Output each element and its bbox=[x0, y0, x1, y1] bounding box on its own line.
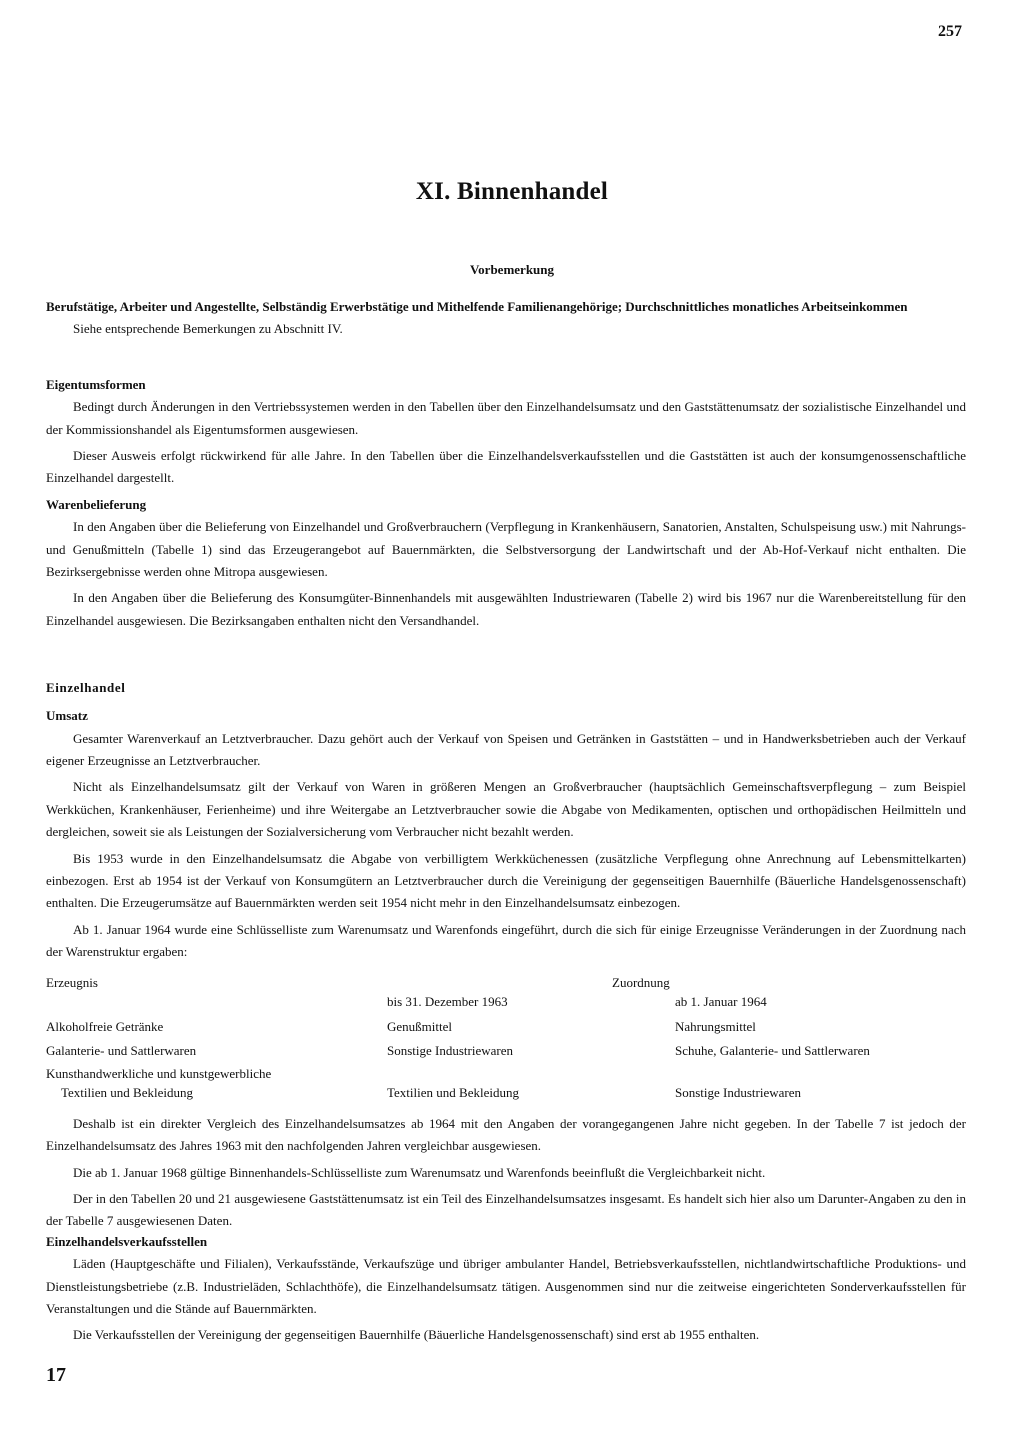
table-header-bis: bis 31. Dezember 1963 bbox=[387, 994, 508, 1009]
paragraph: Die Verkaufsstellen der Vereinigung der gegenseitigen Bauernhilfe (Bäuerliche Handelsgenossenschaft) sind erst ab 1955 enthalten. bbox=[73, 1327, 760, 1343]
section-after-table bbox=[46, 1113, 966, 1237]
section-heading: Einzelhandelsverkaufsstellen bbox=[46, 1234, 208, 1249]
paragraph: Läden (Hauptgeschäfte und Filialen), Verkaufsstände, Verkaufszüge und übriger ambulanter Handel, Betriebsverkaufsstellen, nichtlandwirtschaftliche Produktions- und Dienstleistungsbetriebe (z.B. Industrieläden, Schlachthöfe), die Einzelhandelsumsatz tätigen. Ausgenommen sind nur die zeitweise eingerichteten Sonderverkaufsstellen für Veranstaltungen und die Stände auf Bauernmärkten. bbox=[46, 1256, 966, 1317]
subsection-heading: Umsatz bbox=[46, 708, 88, 724]
section-berufstaetige bbox=[46, 296, 966, 341]
footer-signature-number: 17 bbox=[46, 1364, 66, 1386]
paragraph: Die ab 1. Januar 1968 gültige Binnenhandels-Schlüsselliste zum Warenumsatz und Warenfonds beeinflußt die Vergleichbarkeit nicht. bbox=[73, 1164, 766, 1180]
paragraph: In den Angaben über die Belieferung des Konsumgüter-Binnenhandels mit ausgewählten Industriewaren (Tabelle 2) wird bis 1967 nur die Warenbereitstellung für den Einzelhandel ausgewiesen. Die Bezirksangaben enthalten nicht den Versandhandel. bbox=[46, 590, 966, 628]
paragraph: Ab 1. Januar 1964 wurde eine Schlüsselliste zum Warenumsatz und Warenfonds eingeführt, durch die sich für einige Erzeugnisse Veränderungen in der Zuordnung nach der Warenstruktur ergaben: bbox=[46, 921, 966, 959]
paragraph: Bis 1953 wurde in den Einzelhandelsumsatz die Abgabe von verbilligtem Werkküchenessen (zusätzliche Verpflegung ohne Anrechnung auf Lebensmittelkarten) einbezogen. Erst ab 1954 ist der Verkauf von Konsumgütern an Letztverbraucher durch die Vereinigung der gegenseitigen Bauernhilfe (Bäuerliche Handelsgenossenschaft) enthalten. Die Erzeugerumsätze auf Bauernmärkten werden seit 1954 nicht mehr in den Einzelhandelsumsatz einbezogen. bbox=[46, 850, 966, 911]
table-cell: Galanterie- und Sattlerwaren bbox=[46, 1043, 197, 1058]
paragraph: Der in den Tabellen 20 und 21 ausgewiesene Gaststättenumsatz ist ein Teil des Einzelhandelsumsatzes insgesamt. Es handelt sich hier also um Darunter-Angaben zu den in der Tabelle 7 ausgewiesenen Daten. bbox=[46, 1191, 966, 1229]
preliminary-remark-heading: Vorbemerkung bbox=[469, 262, 555, 277]
table-cell: Nahrungsmittel bbox=[675, 1019, 756, 1034]
section-heading: Berufstätige, Arbeiter und Angestellte, Selbständig Erwerbstätige und Mithelfende Familienangehörige; Durchschnittliches monatliches Arbeitseinkommen bbox=[46, 299, 908, 314]
table-header-ab: ab 1. Januar 1964 bbox=[675, 994, 767, 1009]
section-eigentumsformen bbox=[46, 374, 966, 494]
table-cell: Sonstige Industriewaren bbox=[675, 1085, 802, 1100]
section-verkaufsstellen bbox=[46, 1231, 966, 1351]
paragraph: Dieser Ausweis erfolgt rückwirkend für alle Jahre. In den Tabellen über die Einzelhandelsverkaufsstellen und die Gaststätten ist auch der konsumgenossenschaftliche Einzelhandel dargestellt. bbox=[46, 448, 966, 486]
paragraph: In den Angaben über die Belieferung von Einzelhandel und Großverbrauchern (Verpflegung in Krankenhäusern, Sanatorien, Anstalten, Schulspeisung usw.) mit Nahrungs- und Genußmitteln (Tabelle 1) sind das Erzeugerangebot auf Bauernmärkten, die Selbstversorgung der Landwirtschaft und der Ab-Hof-Verkauf nicht enthalten. Die Bezirksergebnisse werden ohne Mitropa ausgewiesen. bbox=[46, 519, 966, 580]
section-einzelhandel bbox=[46, 677, 966, 967]
table-cell: Sonstige Industriewaren bbox=[387, 1043, 514, 1058]
table-cell: Genußmittel bbox=[387, 1019, 452, 1034]
section-warenbelieferung bbox=[46, 494, 966, 636]
paragraph: Nicht als Einzelhandelsumsatz gilt der Verkauf von Waren in größeren Mengen an Großverbraucher (hauptsächlich Gemeinschaftsverpflegung – zum Beispiel Werkküchen, Krankenhäuser, Ferienheime) und ihre Weitergabe an Letztverbraucher sowie die Abgabe von Medikamenten, optischen und orthopädischen Heilmitteln und dergleichen, soweit sie als Leistungen der Sozialversicherung vom Verbraucher nicht bezahlt werden. bbox=[46, 779, 966, 840]
section-heading: Eigentumsformen bbox=[46, 377, 146, 392]
table-cell: Kunsthandwerkliche und kunstgewerbliche bbox=[46, 1066, 272, 1081]
paragraph: Deshalb ist ein direkter Vergleich des Einzelhandelsumsatzes ab 1964 mit den Angaben der vorangegangenen Jahre nicht gegeben. In der Tabelle 7 ist jedoch der Einzelhandelsumsatz des Jahres 1963 mit den nachfolgenden Jahren vergleichbar ausgewiesen. bbox=[46, 1116, 966, 1154]
paragraph: Bedingt durch Änderungen in den Vertriebssystemen werden in den Tabellen über den Einzelhandelsumsatz und den Gaststättenumsatz der sozialistische Einzelhandel und der Kommissionshandel als Eigentumsformen ausgewiesen. bbox=[46, 399, 966, 437]
table-cell: Textilien und Bekleidung bbox=[387, 1085, 519, 1100]
page-number: 257 bbox=[938, 23, 962, 40]
chapter-title: XI. Binnenhandel bbox=[415, 178, 609, 205]
section-heading: Einzelhandel bbox=[46, 680, 126, 695]
table-cell: Alkoholfreie Getränke bbox=[46, 1019, 164, 1034]
table-header-erzeugnis: Erzeugnis bbox=[46, 975, 98, 990]
table-cell: Schuhe, Galanterie- und Sattlerwaren bbox=[675, 1043, 870, 1058]
table-header-zuordnung: Zuordnung bbox=[612, 975, 670, 990]
section-heading: Warenbelieferung bbox=[46, 497, 147, 512]
paragraph: Gesamter Warenverkauf an Letztverbraucher. Dazu gehört auch der Verkauf von Speisen und Getränken in Gaststätten – und in Handwerksbetrieben auch der Verkauf eigener Erzeugnisse an Letztverbraucher. bbox=[46, 730, 966, 769]
section-text: Siehe entsprechende Bemerkungen zu Abschnitt IV. bbox=[73, 321, 343, 337]
table-cell: Textilien und Bekleidung bbox=[61, 1085, 193, 1100]
